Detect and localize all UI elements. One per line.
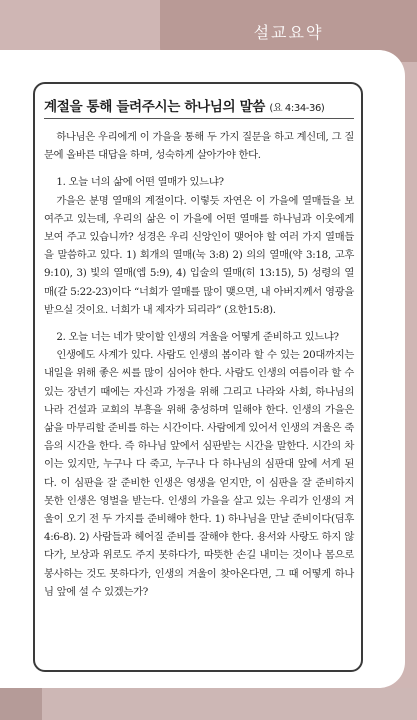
bottom-strip-accent — [0, 688, 42, 720]
sermon-title-text: 계절을 통해 들려주시는 하나님의 말씀 — [44, 99, 266, 115]
title-divider — [44, 118, 354, 119]
bottom-strip — [0, 688, 417, 720]
question-1-heading: 1. 오늘 너의 삶에 어떤 열매가 있느냐? — [56, 176, 224, 189]
sermon-body — [44, 128, 354, 601]
scripture-reference: (요 4:34-36) — [269, 103, 325, 114]
question-1-body: 가을은 분명 열매의 계절이다. 이렇듯 자연은 이 가을에 열매들을 보여주고 있는데, 우리의 삶은 이 가을에 어떤 열매를 하나님과 이웃에게 보여 주고 있습니까? 성경은 우리 신앙인이 맺어야 할 여러 가지 열매들을 말씀하고 있다. 1) 회개의 열매(눅 3:8) 2) 의의 열매(약 3:18, 고후 9:10), 3) 빛의 열매(엡 5:9), 4) 입술의 열매(히 13:15), 5) 성령의 열매(갈 5:22-23)이다 “너희가 열매를 많이 맺으면, 내 아버지께서 영광을 받으실 것이요. 너희가 내 제자가 되리라” (요한15:8). — [44, 194, 354, 316]
sermon-title — [44, 95, 359, 115]
section-title: 설교요약 — [253, 23, 324, 42]
question-2-heading: 2. 오늘 너는 네가 맞이할 인생의 겨울을 어떻게 준비하고 있느냐? — [56, 331, 339, 344]
intro-paragraph: 하나님은 우리에게 이 가을을 통해 두 가지 질문을 하고 계신데, 그 질문에 올바른 대답을 하며, 성숙하게 살아가야 한다. — [44, 131, 354, 162]
question-2-body: 인생에도 사계가 있다. 사람도 인생의 봄이라 할 수 있는 20대까지는 내일을 위해 좋은 씨를 많이 심어야 한다. 사람도 인생의 여름이라 할 수 있는 장년기 때에는 자신과 가정을 위해 그리고 나라와 사회, 하나님의 나라 건설과 교회의 부흥을 위해 충성하며 일해야 한다. 인생의 가을은 삶을 마무리할 준비를 하는 시간이다. 사람에게 있어서 인생의 겨울은 죽음의 시간을 한다. 즉 하나님 앞에서 심판받는 시간을 말한다. 시간의 차이는 있지만, 누구나 다 죽고, 누구나 다 하나님의 심판대 앞에 서게 된다. 이 심판을 잘 준비한 인생은 영생을 얻지만, 이 심판을 잘 준비하지 못한 인생은 영벌을 받는다. 인생의 가을을 살고 있는 우리가 인생의 겨울이 오기 전 두 가지를 준비해야 한다. 1) 하나님을 만날 준비이다(딤후 4:6-8). 2) 사람들과 헤어질 준비를 잘해야 한다. 용서와 사랑도 하지 않다가, 보상과 위로도 주지 못하다가, 따뜻한 손길 내미는 것이나 몸으로 봉사하는 것도 못하다가, 인생의 겨울이 찾아온다면, 그 때 어떻게 하나님 앞에 설 수 있겠는가? — [44, 349, 354, 598]
